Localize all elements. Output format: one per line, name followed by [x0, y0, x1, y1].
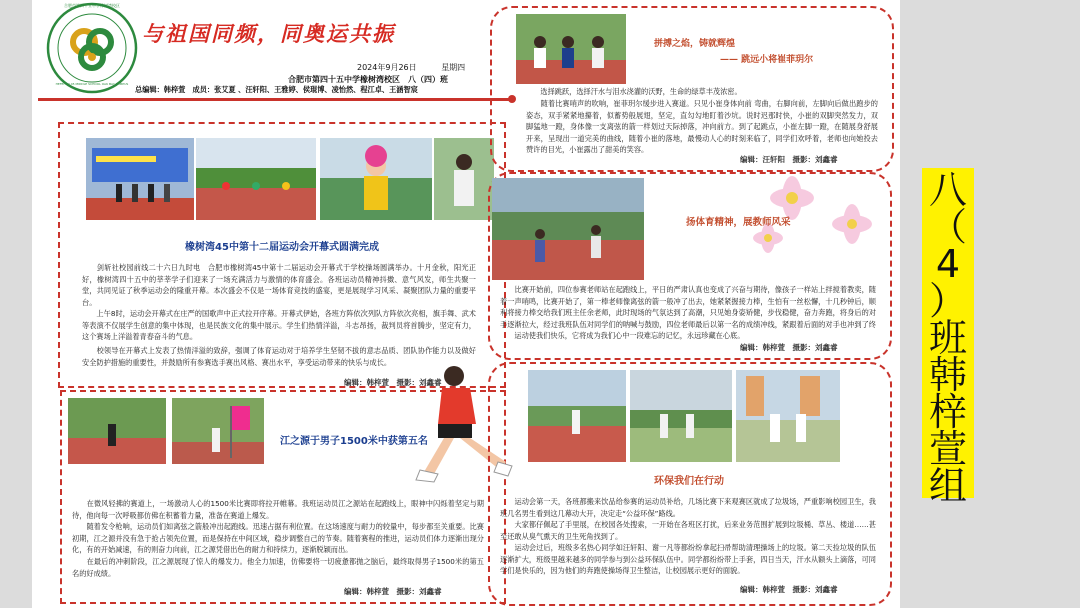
school-class-line: 合肥市第四十五中学橡树湾校区 八（四）班 [288, 75, 448, 84]
article3-paragraph-2: 随着比赛哨声的吹响，崔菲玥尔缓步进入赛道。只见小崔身体向前 弯曲，右脚向前，左脚向后做出跑步的姿态，双手紧紧地攥着，似蓄势般展翅，坚定，直勾勾地盯着沙坑。说时迟那时快，小崔的双脚突然发力，双脚猛地一蹬，身体像一支离弦的箭一样划过天际掉落，冲向前方。到了起跳点，小崔左脚一蹬，在随展身舒展开来，呈现出一道完美的曲线，随着小崔的落地，最慢动人心的时刻来临了，同学们欢呼着，老师也向她投去赞许的目光，小崔露出了甜美的笑容。 [526, 99, 878, 154]
article4-paragraph-2: 运动使我们快乐，它将成为我们心中一段难忘的记忆，永远珍藏在心底。 [500, 331, 745, 340]
long-jump-image [516, 14, 626, 84]
article5-paragraph-3: 运动会过后，班级多名热心同学如汪轩阳、谢一凡等都纷纷拿起扫帚帮助清理操场上的垃圾。第二天捡垃圾的队伍逐渐扩大，班级里越来越多的同学参与到公益环保队伍中。同学都纷纷带上手套，四日当天，汗水从额头上滴落，可同学们是快乐的，因为他们的奔跑使操场得卫生整洁，让校园展示更好的面貌。 [500, 543, 876, 575]
long-jump-photo [516, 14, 626, 84]
cleanup-photo-3 [736, 370, 840, 462]
weekday-text: 星期四 [441, 63, 466, 72]
article4-headline: 扬体育精神，展教师风采 [686, 217, 791, 228]
race-photo-1 [68, 398, 166, 464]
side-char-6: 韩 [928, 353, 967, 397]
article5-paragraph-1: 运动会第一天，各班都搬来饮品给参赛的运动员补给，几场比赛下来观赛区就成了垃圾场，严重影响校园卫生，我班几名男生看到这几幕动大开，决定走“公益环保”路线。 [500, 497, 876, 518]
header-divider [38, 98, 512, 101]
article4-paragraph-1: 比赛开始前，四位参赛老师站在起跑线上，平日的严肃认真也变成了兴奋与期待，像孩子一样站上拌搅着教奕，随着一声哨鸣，比赛开始了，第一棒老师像离弦的箭一般冲了出去，她紧紧握接力棒，生怕有一丝松懈，十几秒钟后，顺利将接力棒交给我们班主任余老师，此时现场的气氛达到了高潮，只见她身姿矫健，步伐稳健，奋力奔跑，将身后的对手逐渐拉大，经过我班队伍对同学们的呐喊与鼓励，四位老师最后以第一名的成绩冲线，紧跟着后面的对手也冲到了终 [500, 285, 876, 329]
opening-ceremony-image-1 [86, 138, 194, 220]
article5-headline: 环保我们在行动 [654, 476, 724, 487]
article1-paragraph-2: 上午8时，运动会开幕式在庄严的国歌声中正式拉开序幕。开幕式伊始，各班方阵依次列队方阵依次亮相，旗手舞、武术等表演不仅展学生创意的集中体现，也是民族文化的集中展示。学生们热情洋溢，斗志昂扬，裁判员将首腾步，坚定有力，这个赛场上洋溢着青春奋斗的气息。 [82, 309, 476, 341]
cleanup-photo-1 [528, 370, 626, 462]
teacher-relay-image [492, 178, 644, 280]
newspaper-title: 与祖国同频，同奥运共振 [142, 22, 395, 46]
clown-performer-image [320, 138, 432, 220]
opening-ceremony-photo-4 [434, 138, 494, 220]
newspaper-page [32, 0, 900, 608]
side-char-3: 4 [935, 242, 961, 286]
article1-paragraph-1: 剑斩社校园前线二十六日九时电 合肥市橡树湾45中第十二届运动会开幕式于学校操场圆满举办。十月金秋，阳光正好，橡树湾四十五中的莘莘学子们迎来了一场充满活力与激情的体育盛会。各班运动员精神抖擞、意气风发，师生共聚一堂，共同见证了秋季运动会的隆重开幕。本次盛会不仅是一场体育竞技的盛宴，更是展现学习风采、凝聚团队力量的重要平台。 [82, 263, 476, 307]
race-image-1 [68, 398, 166, 464]
article2-credit: 编辑：韩梓萱 摄影：刘鑫睿 [344, 587, 442, 596]
article3-headline: 拼搏之焰，铸就辉煌 [654, 39, 736, 49]
article2-paragraph-2: 随着发令枪响，运动员们如离弦之箭般冲出起跑线。迅速占据有利位置。在这场速度与耐力的较量中，每步都至关重要。比赛初期，江之源并没有急于抢占领先位置，而是保持在中间区域，稳步调整自己的节奏。随着赛程的推进，运动员们体力逐渐出现分化，有的开始减速，有的则奋力向前，江之源凭借出色的耐力和持续力，逐渐脱颖而出。 [72, 522, 484, 554]
school-logo [46, 2, 138, 94]
side-char-1: 八 [928, 168, 967, 212]
article1-credit: 编辑：韩梓萱 摄影：刘鑫睿 [344, 378, 442, 387]
editor-line: 总编辑：韩梓萱 成员：张艾夏 、汪轩阳、王雅婷、侯琨博、凌怡然、程江卓、王涵智宸 [135, 85, 418, 94]
article1-headline: 橡树湾45中第十二届运动会开幕式圆满完成 [185, 242, 379, 253]
article4-credit: 编辑：韩梓萱 摄影：刘鑫睿 [740, 343, 838, 352]
side-char-9: 组 [928, 464, 967, 508]
opening-ceremony-photo-2 [196, 138, 316, 220]
cleanup-photo-2 [630, 370, 732, 462]
article5-credit: 编辑：韩梓萱 摄影：刘鑫睿 [740, 585, 838, 594]
school-logo-emblem [46, 2, 138, 94]
article2-headline: 江之源于男子1500米中获第五名 [280, 436, 428, 447]
race-photo-2 [172, 398, 264, 464]
article3-credit: 编辑：汪轩阳 摄影：刘鑫睿 [740, 155, 838, 164]
opening-ceremony-photo-3 [320, 138, 432, 220]
opening-ceremony-image-2 [196, 138, 316, 220]
cleanup-image-2 [630, 370, 732, 462]
logo-text-top: 合肥市第四十五中学橡树湾校区 [64, 3, 120, 8]
issue-date [357, 62, 507, 73]
side-char-7: 梓 [928, 390, 967, 434]
side-char-2: （ [928, 205, 967, 249]
article2-paragraph-3: 在最后的冲刺阶段，江之源展现了惊人的爆发力。他全力加速，仿佛要将一切疲惫都抛之脑后，最终取得男子1500米的第五名的好成绩。 [72, 557, 484, 578]
opening-ceremony-photo-1 [86, 138, 194, 220]
date-text: 2024年9月26日 [357, 63, 417, 72]
article1-paragraph-3: 校领导在开幕式上发表了热情洋溢的致辞，强调了体育运动对于培养学生坚韧不拔的意志品质、团队协作能力以及做好安全防护措施的重要性，并鼓励所有参赛选手赛出风格、赛出水平，享受运动带来的快乐与成长。 [82, 346, 476, 367]
side-char-4: ） [928, 279, 967, 323]
race-image-2 [172, 398, 264, 464]
logo-text-bottom: HEFEI NO.45 MIDDLE SCHOOL OAK BAY CAMPUS [55, 82, 129, 86]
student-photo-image [434, 138, 494, 220]
side-char-8: 萱 [928, 427, 967, 471]
article2-paragraph-1: 在微风轻拂的赛道上，一场激动人心的1500米比赛即将拉开帷幕。我班运动员江之源站在起跑线上，眼神中闪烁着坚定与期待，他向每一次呼吸都仿佛在积蓄着力量，准备在赛道上爆发。 [72, 499, 484, 520]
group-side-label [922, 168, 974, 508]
cleanup-image-1 [528, 370, 626, 462]
article5-paragraph-2: 大家都仔佩起了手里展，在校园各处搜索，一开始在各班区打扰，后来业务范围扩展到垃圾桶、草丛、楼道……甚至还敢从臭气熏天的卫生死角找到了。 [500, 520, 876, 541]
article3-subheadline: —— 跳远小将崔菲玥尔 [720, 55, 814, 65]
article3-paragraph-1: 选择跳跃，选择汗水与泪水浇灌的沃野，生命的绿草丰茂浓密。 [526, 87, 742, 96]
teacher-relay-photo [492, 178, 644, 280]
side-char-5: 班 [928, 316, 967, 360]
cleanup-image-3 [736, 370, 840, 462]
